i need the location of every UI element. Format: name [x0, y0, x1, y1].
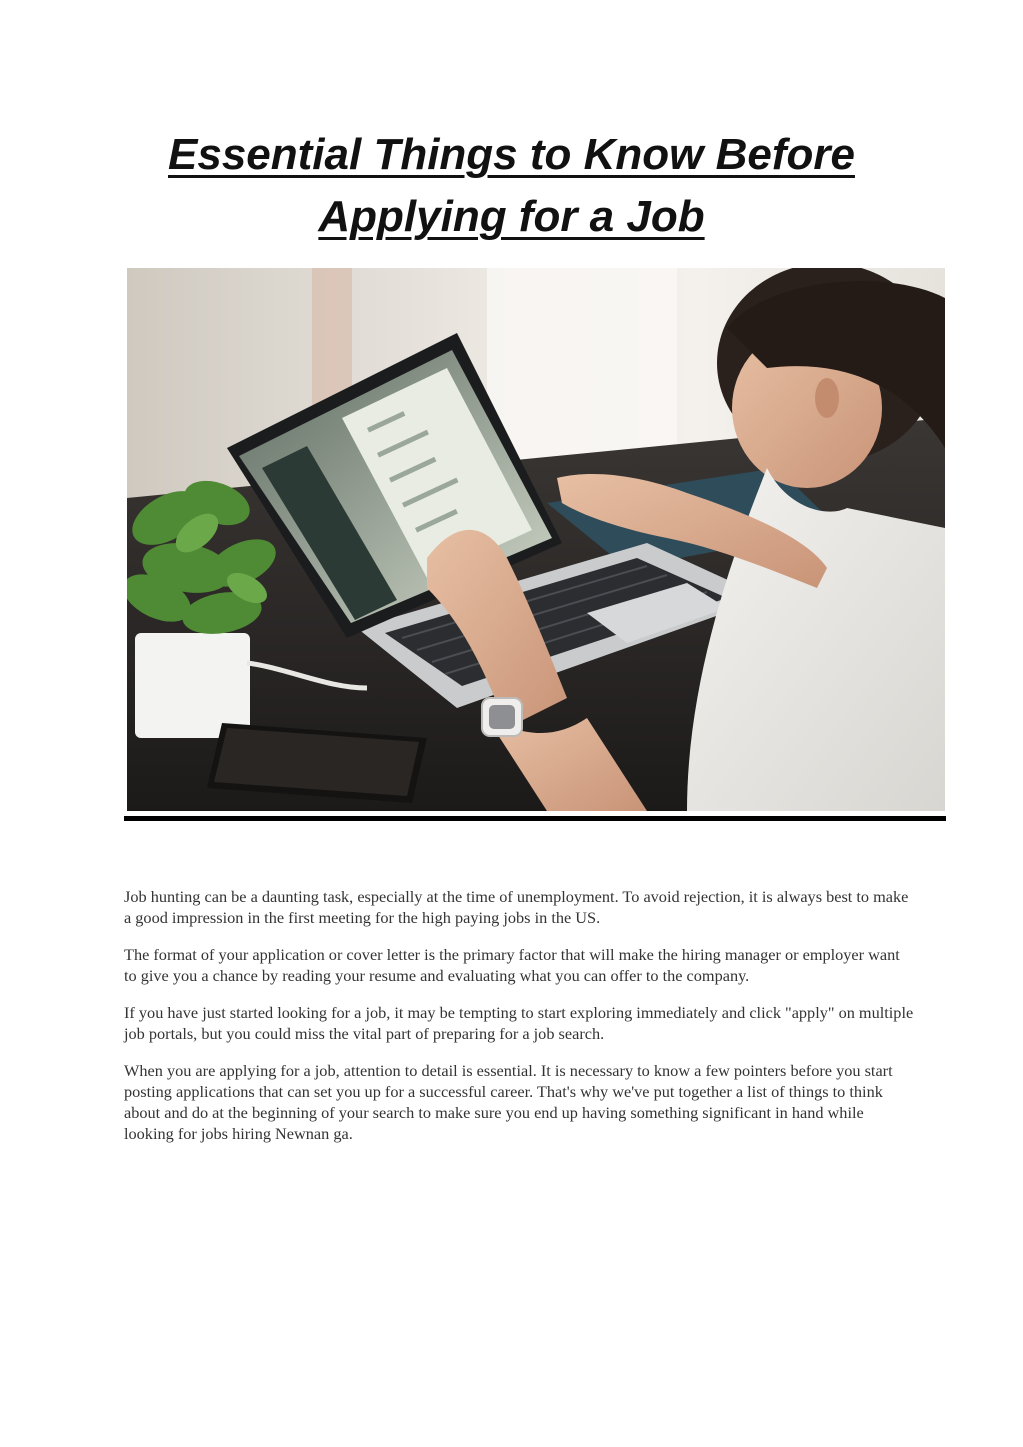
article-body — [124, 886, 914, 1160]
woman-laptop-illustration — [127, 268, 945, 811]
paragraph: If you have just started looking for a job, it may be tempting to start exploring immediately and click "apply" on multiple job portals, but you could miss the vital part of preparing for a job search. — [124, 1003, 914, 1043]
horizontal-rule — [124, 816, 946, 821]
page-title — [80, 124, 943, 248]
paragraph: When you are applying for a job, attention to detail is essential. It is necessary to know a few pointers before you start posting applications that can set you up for a successful career. That's why we've put together a list of things to think about and do at the beginning of your search to make sure you end up having something significant in hand while looking for jobs hiring Newnan ga. — [124, 1061, 893, 1143]
title-line-2: Applying for a Job — [318, 192, 705, 241]
paragraph: The format of your application or cover letter is the primary factor that will make the hiring manager or employer want to give you a chance by reading your resume and evaluating what you can offer to the company. — [124, 945, 900, 985]
hero-photo — [127, 268, 945, 811]
title-line-1: Essential Things to Know Before — [168, 130, 855, 179]
paragraph: Job hunting can be a daunting task, especially at the time of unemployment. To avoid rejection, it is always best to make a good impression in the first meeting for the high paying jobs in the US. — [124, 887, 909, 927]
